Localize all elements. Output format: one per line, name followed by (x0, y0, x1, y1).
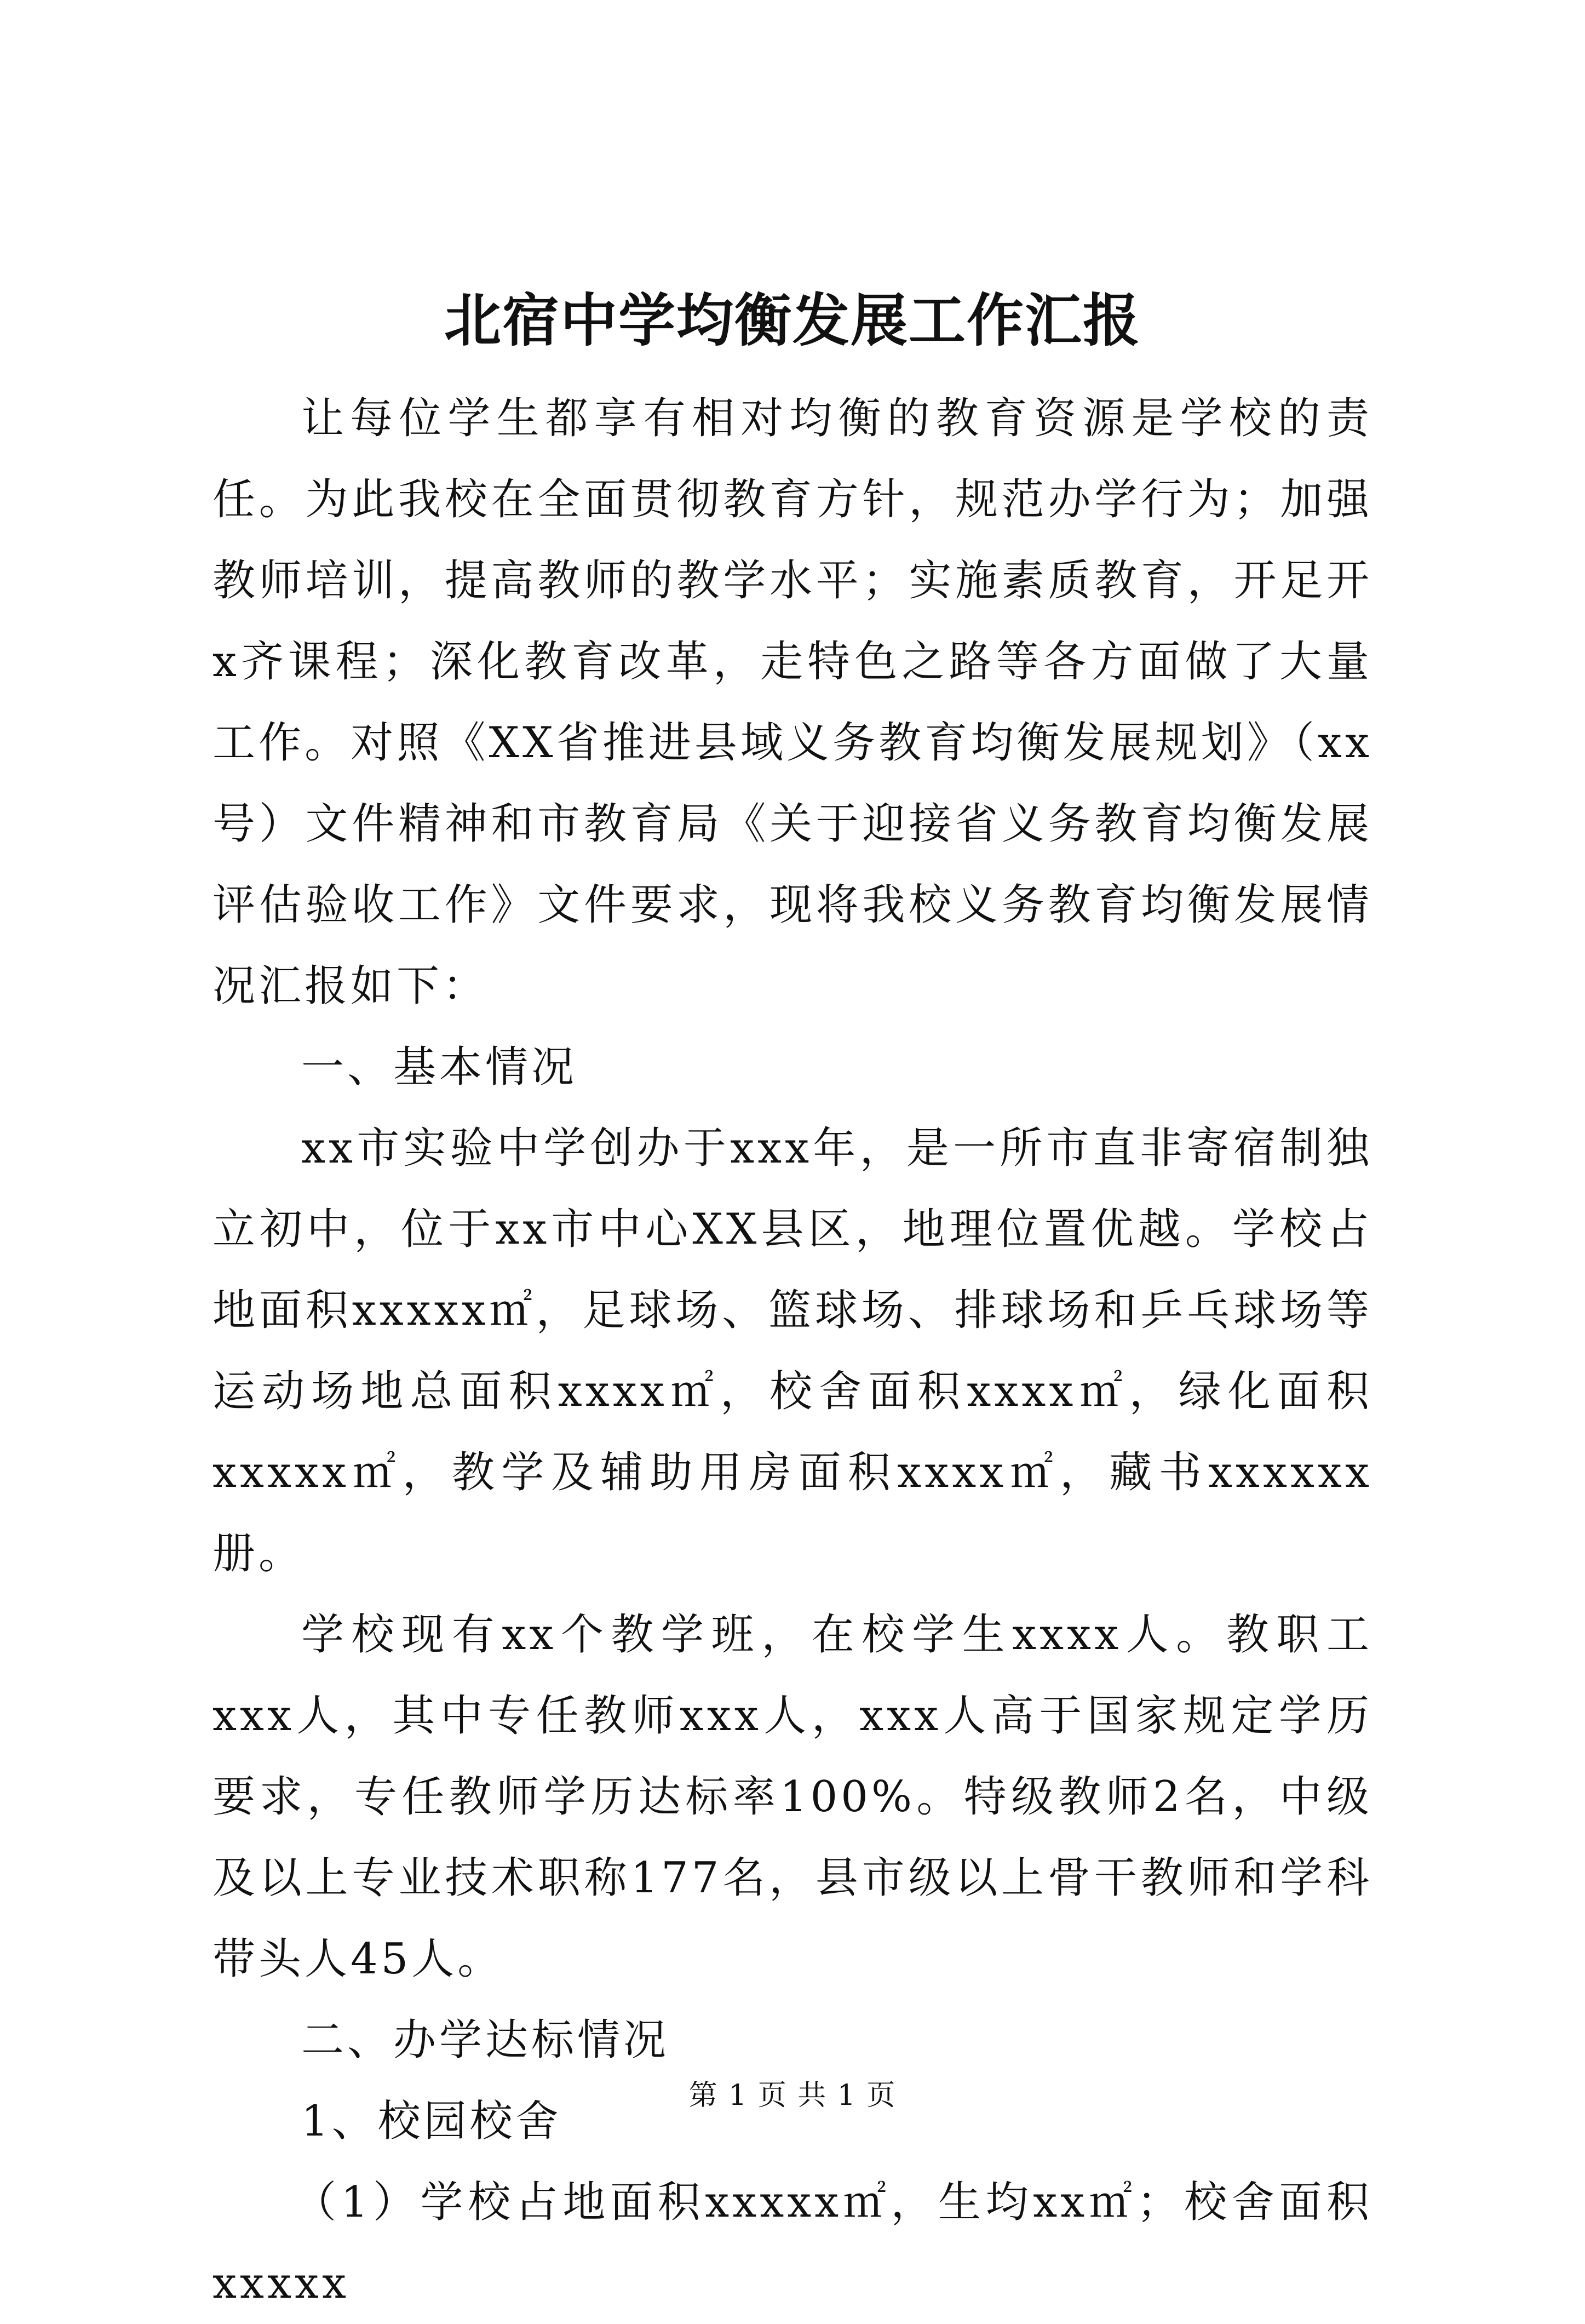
basic-info-paragraph: xx市实验中学创办于xxx年，是一所市直非寄宿制独立初中，位于xx市中心XX县区，地理位置优越。学校占地面积xxxxx㎡，足球场、篮球场、排球场和乒乓球场等运动场地总面积xxxx㎡，校舍面积xxxx㎡，绿化面积xxxxx㎡，教学及辅助用房面积xxxx㎡，藏书xxxxxx册。 (213, 1124, 1372, 1578)
section-heading-standards: 二、办学达标情况 (301, 2016, 670, 2065)
document-body (213, 378, 1372, 2324)
document-title: 北宿中学均衡发展工作汇报 (444, 287, 1141, 354)
campus-item-1: （1）学校占地面积xxxxx㎡，生均xx㎡；校舍面积xxxxx (213, 2178, 1372, 2308)
intro-paragraph: 让每位学生都享有相对均衡的教育资源是学校的责任。为此我校在全面贯彻教育方针，规范办学行为；加强教师培训，提高教师的教学水平；实施素质教育，开足开x齐课程；深化教育改革，走特色之路等各方面做了大量工作。对照《XX省推进县域义务教育均衡发展规划》（xx号）文件精神和市教育局《关于迎接省义务教育均衡发展评估验收工作》文件要求，现将我校义务教育均衡发展情况汇报如下： (213, 394, 1372, 1011)
page-footer: 第 1 页 共 1 页 (688, 2079, 897, 2112)
section-heading-basic-info: 一、基本情况 (301, 1043, 578, 1092)
staff-info-paragraph: 学校现有xx个教学班，在校学生xxxx人。教职工xxx人，其中专任教师xxx人，xxx人高于国家规定学历要求，专任教师学历达标率100%。特级教师2名，中级及以上专业技术职称177名，县市级以上骨干教师和学科带头人45人。 (213, 1610, 1372, 1984)
subsection-heading-campus: 1、校园校舍 (301, 2097, 562, 2146)
